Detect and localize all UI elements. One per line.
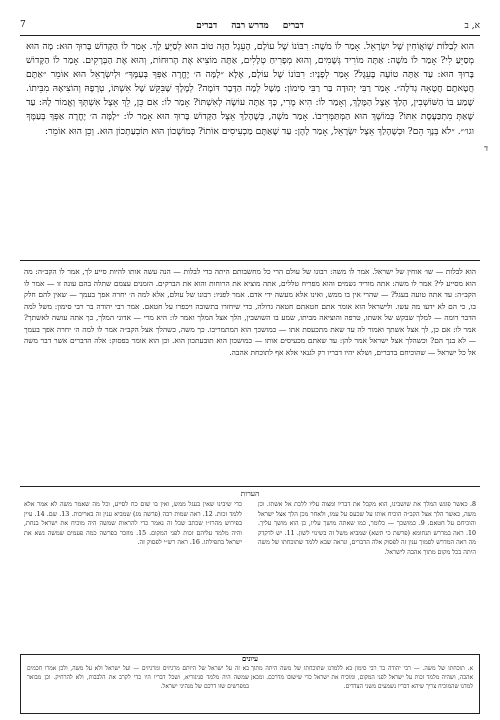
page-number: 7 [20, 20, 26, 30]
paragraph-marker: ד [484, 144, 488, 153]
iyunim-box [20, 654, 480, 714]
header-book: דברים [282, 20, 304, 31]
header-work-title: מדרש רבה [231, 20, 269, 31]
chapter-reference: א, ב [464, 20, 480, 31]
section-divider [20, 260, 480, 261]
header-title [60, 20, 440, 31]
iyunim-title: עיונים [241, 654, 259, 663]
iyunim-right-column: א. תוכחתו של משה. — רבי יהודה בר רבי סימון בא ללמדנו שתוכחתו של משה היתה מתוך אהבה, ושהיה מלמד זכות על ישראל לפני המקום, ומוכיח את ישראל כדי שישובו מדרכם. ומכאן למדנו שהמוכיח צריך שיהא דבריו נשמעים משני הצדדים. [251, 666, 473, 690]
header-book-repeat: דברים [196, 20, 218, 31]
running-header [20, 18, 480, 32]
main-paragraph-1: הוא לְבַלּוֹת שֶׁוֹאֲוֹחִין שֶׁל יִשְׂרָאֵל. אָמַר לוֹ מֹשֶׁה: רִבּוֹנוֹ שֶׁל עוֹלָם, הָעֵגֶל הַזֶּה טוֹב הוּא לְסַיֵּעַ לָךְ. אָמַר לוֹ הַקָּדוֹשׁ בָּרוּךְ הוּא: מָה הוּא מְסַיֵּעַ לִי? אָמַר לוֹ מֹשֶׁה: אַתָּה מוֹרִיד גְּשָׁמִים, וְהוּא מְפָרִיחַ טְלָלִים, אַתָּה מוֹצִיא אֶת הָרוּחוֹת, וְהוּא אֶת הַבְּרָקִים. אָמַר לוֹ הַקָּדוֹשׁ בָּרוּךְ הוּא: עַד אַתָּה טוֹעֶה בָּעֵגֶל? אָמַר לְפָנָיו: רִבּוֹנוֹ שֶׁל עוֹלָם, אֶלָּא ״לָמָּה ה׳ יֶחֱרֶה אַפְּךָ בְּעַמֶּךָ״ וּלְיִשְׂרָאֵל הוּא אוֹמֵר ״אַתֶּם חֲטָאתֶם חֲטָאָה גְדֹלָה״. [26, 41, 474, 95]
notes-right-column: 8. כאשר פוגש המלך את שושבינו, הוא מקבל את דבריו ומצוה עליו ללכת אל אשתו. וכן משה, כאשר הלך אצל הקב״ה הוכיח אותו על שכעס על עמו, ולאחר מכן הלך אצל ישראל והוכיחם על חטאם. 9. כמושכך — כלומר, כמו שאתה מושך עליו, כן הוא מושך עליך. 10. ראה במדרש תנחומא (פרשת כי תשא) שמביא משל זה בשינוי לשון. 11. יש לדקדק מה ראה המדרש לסמוך ענין זה לפסוק אלה הדברים, ונראה שבא ללמד שתוכחתו של משה היתה בכל מקום מתוך אהבה לישראל. [258, 501, 476, 556]
main-paragraph-2: אָמַר רַבִּי יְהוּדָה בַּר רַבִּי סִימוֹן: מָשָׁל לְמָה הַדָּבָר דּוֹמֶה? לְמֶלֶךְ שֶׁבִּקֵּשׁ שֶׁל אִשְׁתּוֹ, טְרָפָהּ וְהוֹצִיאָהּ מִבֵּיתוֹ. שָׁמַע בּוֹ הַשּׁוֹשְׁבִין, הָלַךְ אֵצֶל הַמֶּלֶךְ, וְאָמַר לוֹ: הִיא מֶרִי, כָּךְ אַתָּה עוֹשֶׂה לְאִשְׁתּוֹ? אָמַר לוֹ: אִם כֵּן, לֵךְ אֵצֶל אִשְׁתְּךָ וְאֱמוֹר לָהּ: עַד שֶׁאַתְּ מִתְכַּעֶסֶת אִתּוֹ? כְּמוֹשֶׁךְ הוּא הַמְּתַּמְּרִיבוֹ. אָמַר מֹשֶׁה, כְּשֶׁהָלַךְ אֵצֶל הַקָּדוֹשׁ בָּרוּךְ הוּא אָמַר לוֹ: ״לָמָּה ה׳ יֶחֱרֶה אַפְּךָ בְּעַמֶּךָ וגו׳״. ״לֹא בְּנָךְ הֵם? וּכְשֶׁהָלַךְ אֵצֶל יִשְׂרָאֵל, אָמַר לָהֶן: עַד שֶׁאַתֶּם מַכְעִיסִים אוֹתוֹ? כְּמוֹשֶׁכוֹן הוּא תּוֹבְעַתְכוֹן הוּא. וְכֵן הוּא אוֹמֵר: [26, 83, 474, 137]
notes-left-column: כדי שיבינו שאין בעגל ממש, ואין בו שום כח לסייע, וכל מה שאמר משה לא אמר אלא ללמד זכות. 12. ראה שמות רבה (פרשה מג) שמביא ענין זה באריכות. 13. שם. 14. עיין בפירוש מהרז״ו שכתב שכל זה נאמר כדי להראות שמשה היה מוכיח את ישראל בנחת, והיה מלמד עליהם זכות לפני המקום. 15. מוזכר בפרשה כמה פעמים שמשה נשא את ישראל בתפילתו. 16. ראה רש״י לפסוק זה. [24, 501, 242, 547]
notes-heading: הערות [20, 486, 480, 501]
iyunim-left-column: בא זה על ישראל של היותם מרגיזים ומרגיזים — ועל ישראל ולא על משה, ולכן אמרו חכמים שמשה היה מלמד סניגוריא, ושכל דבריו היו כדי לקרב את הלבבות, ולא להרחיק. וכן מבואר במפרשים שזו דרכם של מנהיגי ישראל. [27, 666, 249, 690]
main-text [26, 40, 474, 256]
header-divider [20, 35, 480, 36]
commentary: הוא לבלות — שו׳ אוחין של ישראל. אמר לו משה: רבונו של עולם הרי כל מחשבותם היתה כדי לבלות — הנה עשה אותו להיות סייע לך, אמר לו הקב״ה: מה הוא מסייע לי? אמר לו משה: אתה מוריד גשמים והוא מפריח טללים, אתה מוציא את הרוחות והוא את הברקים. הזמנים עצמם שתלה בהם עונה זו — אמר לו הקב״ה: עד אתה טועה בעגל? — שהרי אין בו ממש, ואינו אלא מעשה ידי אדם. אמר לפניו: רבונו של עולם, אלא למה ה׳ יחרה אפך בעמך — שאין להם חלק בו, כי הם לא ידעו מה עשו. ולישראל הוא אומר אתם חטאתם חטאה גדולה, כדי שיחזרו בתשובה ויכפרו על חטאם. אמר רבי יהודה בר רבי סימון: משל למה הדבר דומה — למלך שבקש של אשתו, טרפה והוציאה מביתו, שמע בו השושבין, הלך אצל המלך ואמר לו: היא מרי — אדוני המלך, כך אתה עושה לאשתך? אמר לו: אם כן, לך אצל אשתך ואמור לה עד שאת מתכעסת אתו — כמושכך הוא המתמריבו. כך משה, כשהלך אצל הקב״ה אמר לו למה ה׳ יחרה אפך בעמך — לא בנך הם? וכשהלך אצל ישראל אמר להן: עד שאתם מכעיסים אותו — כמושכון הוא תובעתכון הוא. וכן הוא אומר בפסוק: אלה הדברים אשר דבר משה אל כל ישראל — שהוכיחם בדברים, ושלא יהיו דבריו רק לגנאי אלא אף לתוכחת אהבה. [24, 267, 476, 357]
